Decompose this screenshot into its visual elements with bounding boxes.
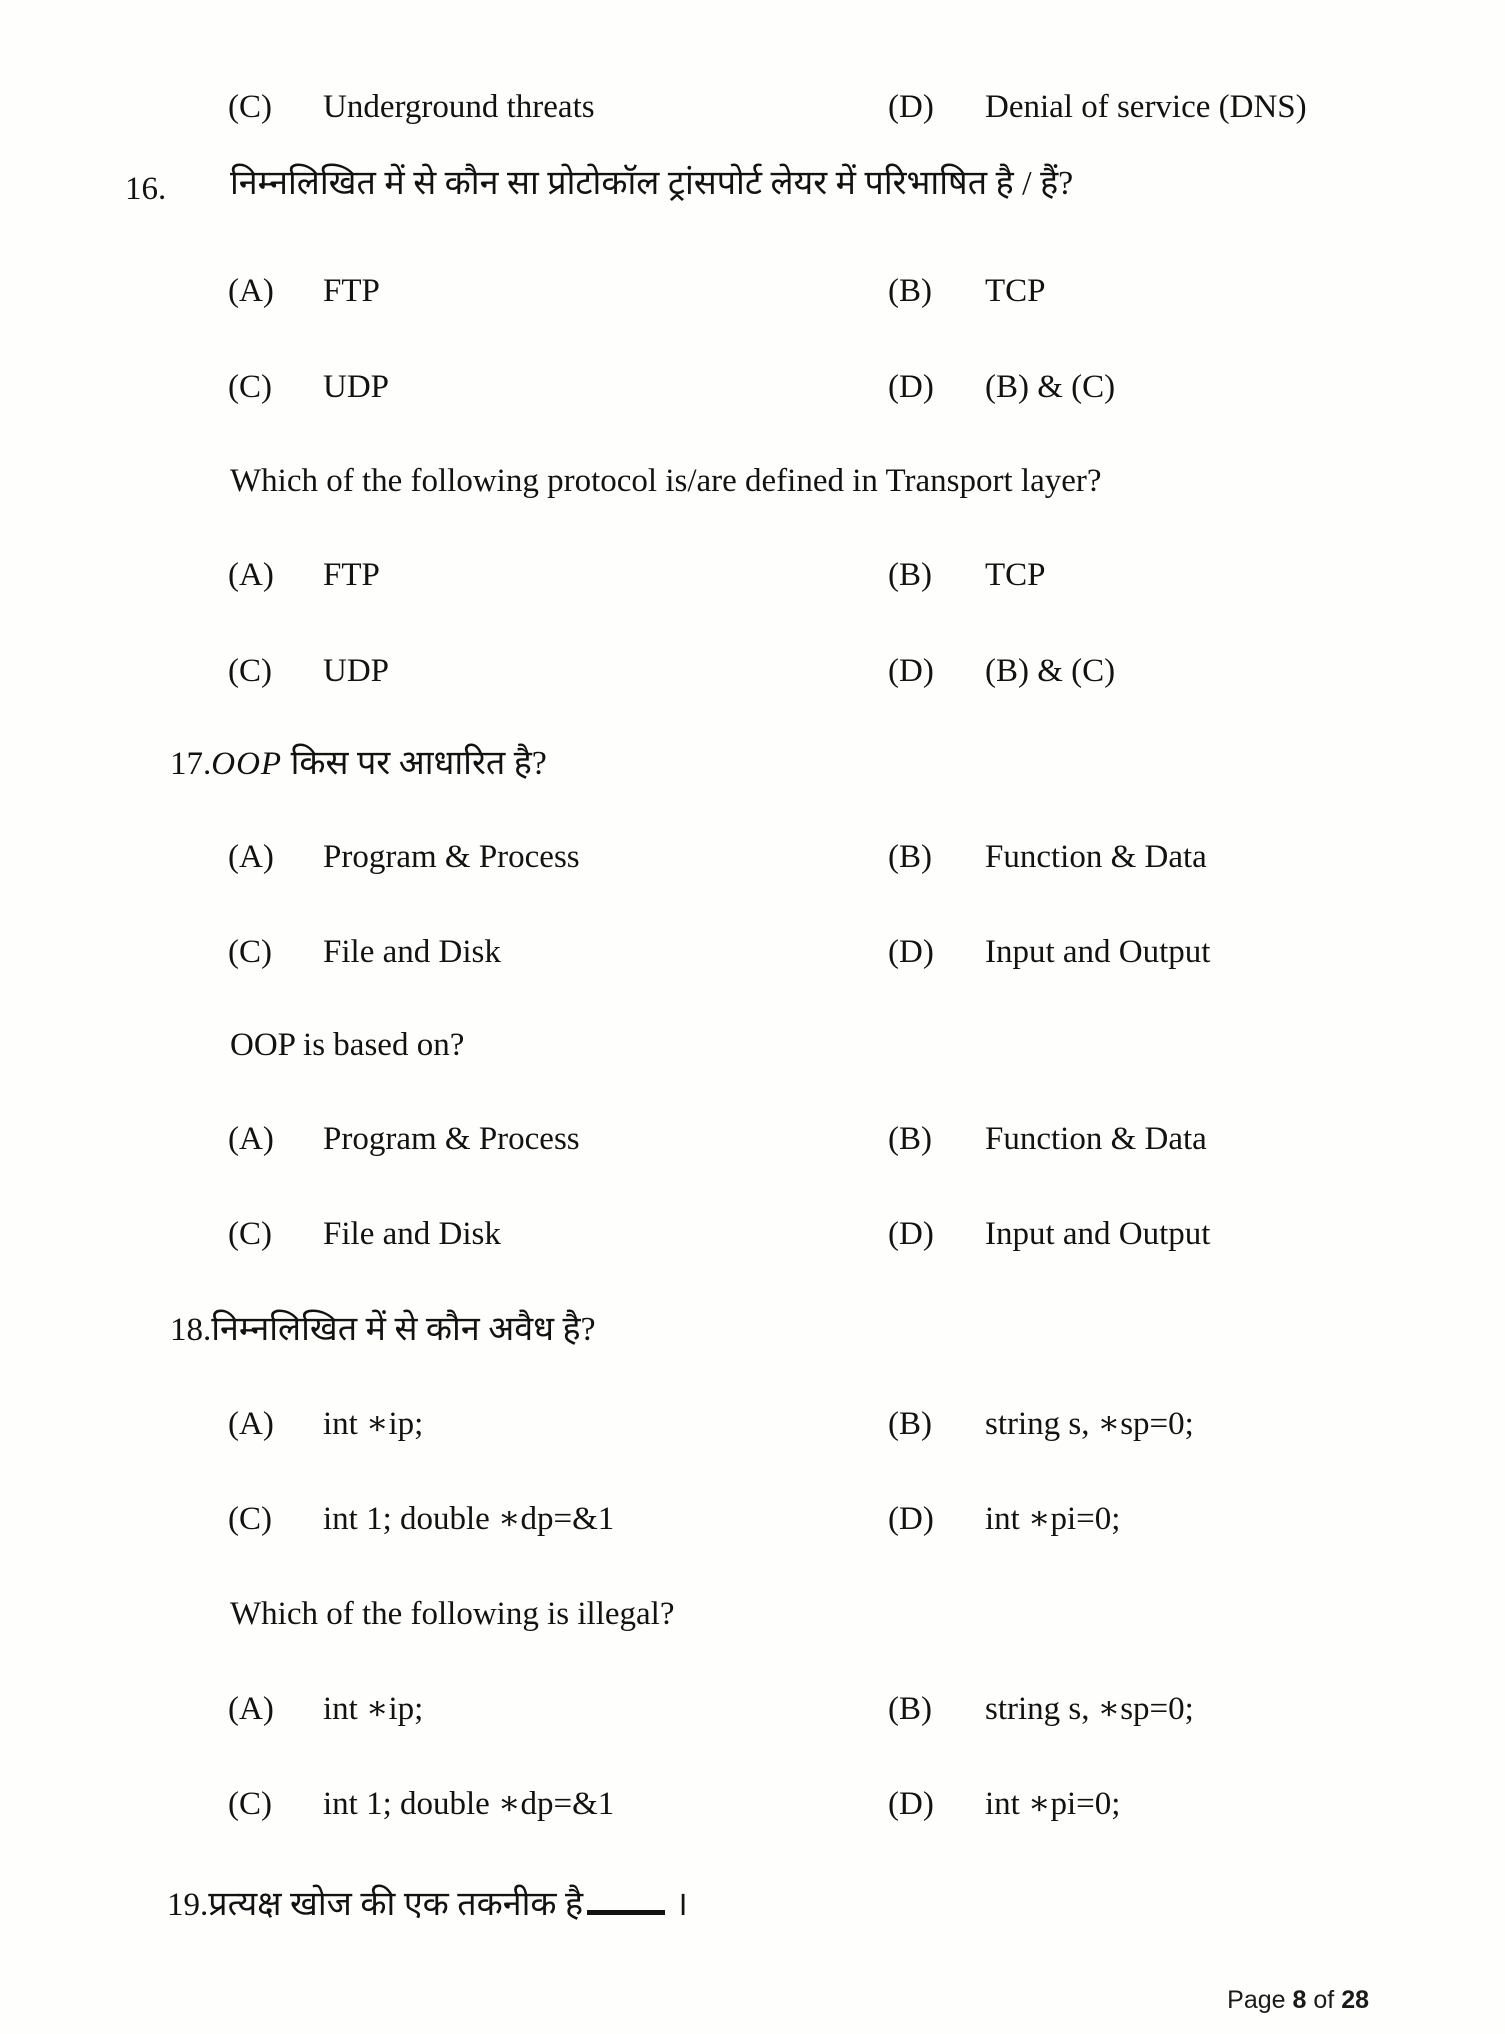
page-footer	[1227, 1986, 1369, 2015]
option-letter: (D)	[888, 934, 934, 970]
option-text: Underground threats	[323, 89, 595, 125]
option-text: UDP	[323, 653, 390, 689]
option-letter: (C)	[228, 369, 272, 405]
option-row	[0, 1785, 1505, 1835]
option-text: FTP	[323, 557, 380, 593]
question-number: 19.	[167, 1887, 209, 1923]
question-text-english: OOP is based on?	[230, 1027, 465, 1063]
option-letter: (D)	[888, 1501, 934, 1537]
option-row	[0, 1120, 1505, 1170]
option-text: Program & Process	[323, 1121, 580, 1157]
footer-of-label: of	[1313, 1986, 1335, 2014]
question-number: 16.	[125, 171, 167, 207]
option-text: int ∗pi=0;	[985, 1786, 1121, 1822]
option-text: File and Disk	[323, 1216, 501, 1252]
option-text: int 1; double ∗dp=&1	[323, 1786, 615, 1822]
option-row	[0, 88, 1505, 138]
option-letter: (B)	[888, 273, 932, 309]
option-letter: (B)	[888, 1406, 932, 1442]
question-number: 17.	[170, 746, 212, 782]
option-text: FTP	[323, 273, 380, 309]
option-text: Input and Output	[985, 1216, 1211, 1252]
option-text: Function & Data	[985, 1121, 1207, 1157]
option-text: File and Disk	[323, 934, 501, 970]
question-text-english: Which of the following protocol is/are defined in Transport layer?	[230, 463, 1102, 499]
option-row	[0, 838, 1505, 888]
option-text: int ∗ip;	[323, 1406, 424, 1442]
danda-mark: ।	[675, 1886, 688, 1923]
option-row	[0, 556, 1505, 606]
option-text: (B) & (C)	[985, 653, 1116, 689]
option-letter: (A)	[228, 1406, 274, 1442]
option-text: int 1; double ∗dp=&1	[323, 1501, 615, 1537]
question-number: 18.	[170, 1312, 212, 1348]
option-text: int ∗ip;	[323, 1691, 424, 1727]
option-letter: (C)	[228, 934, 272, 970]
answer-blank-line	[587, 1876, 665, 1915]
option-text: TCP	[985, 557, 1046, 593]
option-row	[0, 368, 1505, 418]
option-letter: (C)	[228, 1786, 272, 1822]
question-19-hindi	[0, 1876, 1505, 1926]
option-row	[0, 652, 1505, 702]
option-text: Program & Process	[323, 839, 580, 875]
question-17-hindi	[0, 742, 1505, 792]
option-letter: (A)	[228, 1121, 274, 1157]
question-subject: OOP	[211, 746, 283, 782]
footer-page-number: 8	[1292, 1986, 1307, 2014]
option-letter: (A)	[228, 1691, 274, 1727]
option-letter: (A)	[228, 557, 274, 593]
footer-page-label: Page	[1227, 1986, 1286, 2014]
option-text: Input and Output	[985, 934, 1211, 970]
question-text-hindi: निम्नलिखित में से कौन सा प्रोटोकॉल ट्रांसपोर्ट लेयर में परिभाषित है / हैं?	[230, 165, 1074, 202]
option-letter: (B)	[888, 839, 932, 875]
option-letter: (C)	[228, 653, 272, 689]
question-text-hindi: निम्नलिखित में से कौन अवैध है?	[211, 1311, 596, 1348]
option-text: string s, ∗sp=0;	[985, 1691, 1194, 1727]
footer-total-pages: 28	[1341, 1986, 1369, 2014]
option-text: int ∗pi=0;	[985, 1501, 1121, 1537]
question-16-hindi	[0, 162, 1505, 212]
question-17-english	[0, 1026, 1505, 1076]
option-row	[0, 272, 1505, 322]
option-row	[0, 1215, 1505, 1265]
option-letter: (C)	[228, 1501, 272, 1537]
option-letter: (A)	[228, 273, 274, 309]
question-text-english: Which of the following is illegal?	[230, 1596, 675, 1632]
option-letter: (D)	[888, 89, 934, 125]
option-text: (B) & (C)	[985, 369, 1116, 405]
option-letter: (B)	[888, 557, 932, 593]
option-letter: (B)	[888, 1691, 932, 1727]
option-row	[0, 1500, 1505, 1550]
option-letter: (C)	[228, 89, 272, 125]
option-letter: (B)	[888, 1121, 932, 1157]
option-letter: (A)	[228, 839, 274, 875]
question-text-hindi: प्रत्यक्ष खोज की एक तकनीक है	[208, 1886, 584, 1923]
option-letter: (C)	[228, 1216, 272, 1252]
option-text: UDP	[323, 369, 390, 405]
option-text: Denial of service (DNS)	[985, 89, 1307, 125]
option-row	[0, 1405, 1505, 1455]
option-letter: (D)	[888, 1786, 934, 1822]
option-text: string s, ∗sp=0;	[985, 1406, 1194, 1442]
question-18-english	[0, 1595, 1505, 1645]
option-row	[0, 1690, 1505, 1740]
option-letter: (D)	[888, 653, 934, 689]
option-letter: (D)	[888, 369, 934, 405]
option-row	[0, 933, 1505, 983]
option-letter: (D)	[888, 1216, 934, 1252]
question-16-english	[0, 462, 1505, 512]
option-text: Function & Data	[985, 839, 1207, 875]
question-18-hindi	[0, 1308, 1505, 1358]
option-text: TCP	[985, 273, 1046, 309]
question-text-hindi: किस पर आधारित है?	[282, 745, 547, 782]
